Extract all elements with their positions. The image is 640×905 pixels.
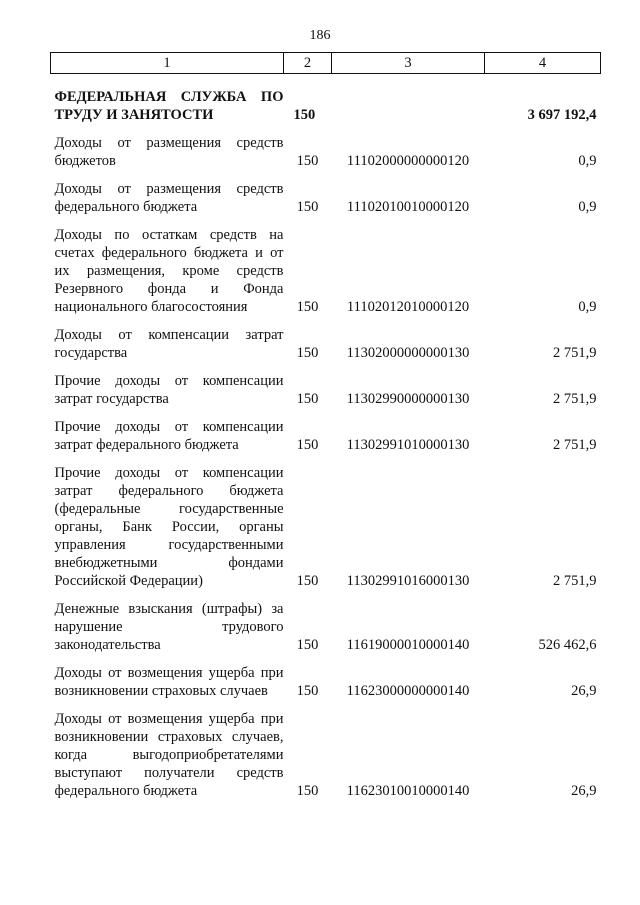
- row-admin-code: 150: [296, 153, 319, 169]
- column-header-2: 2: [284, 53, 332, 74]
- table-row-agency: [51, 74, 601, 125]
- row-name: Доходы по остаткам средств на счетах федерального бюджета и от их размещения, кроме средств Резервного фонда и Фонда национального благосостояния: [54, 227, 284, 315]
- row-name: Прочие доходы от компенсации затрат федерального бюджета: [54, 419, 284, 453]
- row-name: ФЕДЕРАЛЬНАЯ СЛУЖБА ПО ТРУДУ И ЗАНЯТОСТИ: [54, 89, 284, 123]
- row-amount: 2 751,9: [553, 345, 597, 361]
- row-revenue-code: 11623000000000140: [346, 683, 470, 699]
- row-revenue-code: 11302991010000130: [346, 437, 470, 453]
- row-amount: 3 697 192,4: [527, 107, 597, 123]
- row-amount: 2 751,9: [553, 437, 597, 453]
- table-row: [51, 700, 601, 800]
- row-amount: 0,9: [578, 299, 597, 315]
- row-name: Доходы от возмещения ущерба при возникновении страховых случаев, когда выгодоприобретателями выступают получатели средств федерального бюджета: [54, 711, 284, 799]
- row-name: Денежные взыскания (штрафы) за нарушение трудового законодательства: [54, 601, 284, 653]
- table-row: [51, 124, 601, 170]
- row-admin-code: 150: [296, 783, 319, 799]
- row-name: Прочие доходы от компенсации затрат федерального бюджета (федеральные государственные органы, Банк России, органы управления государственными внебюджетными фондами Российской Федерации): [54, 465, 284, 589]
- row-amount: 26,9: [571, 683, 597, 699]
- row-revenue-code: 11619000010000140: [346, 637, 470, 653]
- table-row: [51, 316, 601, 362]
- row-revenue-code: 11302000000000130: [346, 345, 470, 361]
- table-header-row: [51, 53, 601, 74]
- row-revenue-code: 11102010010000120: [346, 199, 470, 215]
- row-admin-code: 150: [293, 107, 316, 123]
- row-admin-code: 150: [296, 345, 319, 361]
- table-row: [51, 216, 601, 316]
- row-revenue-code: 11102012010000120: [346, 299, 470, 315]
- row-amount: 526 462,6: [538, 637, 597, 653]
- table-row: [51, 454, 601, 590]
- row-name: Доходы от размещения средств бюджетов: [54, 135, 284, 169]
- row-amount: 2 751,9: [553, 573, 597, 589]
- column-header-4: 4: [485, 53, 601, 74]
- row-amount: 26,9: [571, 783, 597, 799]
- budget-revenue-table: [50, 52, 601, 800]
- row-admin-code: 150: [296, 391, 319, 407]
- row-name: Прочие доходы от компенсации затрат государства: [54, 373, 284, 407]
- row-name: Доходы от компенсации затрат государства: [54, 327, 284, 361]
- row-revenue-code: [332, 74, 485, 125]
- page-number: 186: [309, 28, 331, 43]
- column-header-3: 3: [332, 53, 485, 74]
- row-revenue-code: 11623010010000140: [346, 783, 470, 799]
- table-row: [51, 170, 601, 216]
- row-admin-code: 150: [296, 199, 319, 215]
- row-revenue-code: 11102000000000120: [346, 153, 470, 169]
- row-amount: 0,9: [578, 199, 597, 215]
- row-admin-code: 150: [296, 683, 319, 699]
- row-name: Доходы от возмещения ущерба при возникновении страховых случаев: [54, 665, 284, 699]
- row-admin-code: 150: [296, 437, 319, 453]
- table-row: [51, 654, 601, 700]
- row-admin-code: 150: [296, 299, 319, 315]
- row-admin-code: 150: [296, 637, 319, 653]
- row-amount: 2 751,9: [553, 391, 597, 407]
- row-amount: 0,9: [578, 153, 597, 169]
- table-row: [51, 408, 601, 454]
- table-row: [51, 590, 601, 654]
- column-header-1: 1: [51, 53, 284, 74]
- row-revenue-code: 11302990000000130: [346, 391, 470, 407]
- row-name: Доходы от размещения средств федерального бюджета: [54, 181, 284, 215]
- table-row: [51, 362, 601, 408]
- row-revenue-code: 11302991016000130: [346, 573, 470, 589]
- row-admin-code: 150: [296, 573, 319, 589]
